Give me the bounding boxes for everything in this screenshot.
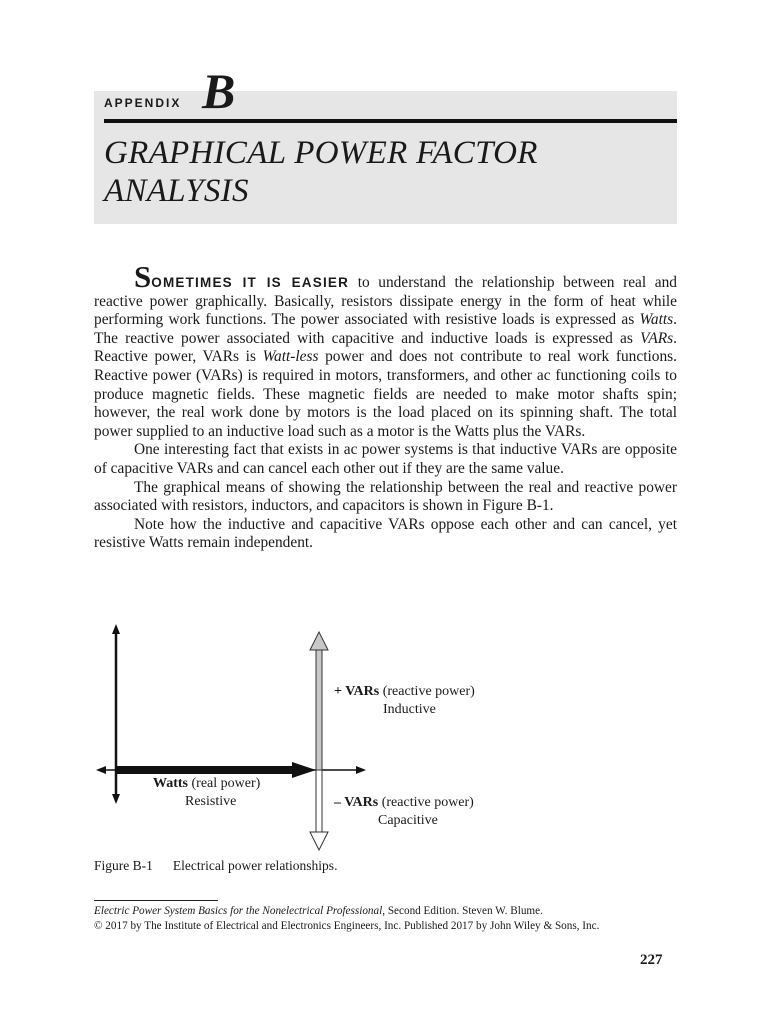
inductive-label: Inductive <box>383 702 436 717</box>
left-axis-top-arrowhead <box>112 624 120 634</box>
chapter-title-line1: GRAPHICAL POWER FACTOR <box>104 135 538 171</box>
left-axis-bottom-arrowhead <box>112 794 120 804</box>
negative-vars-description: (reactive power) <box>378 795 474 810</box>
power-relationship-diagram <box>94 620 394 860</box>
capacitive-label: Capacitive <box>378 813 438 828</box>
footnote <box>94 904 694 934</box>
figure-caption-text: Electrical power relationships. <box>172 858 338 873</box>
inductive-vars-vector-shaft <box>316 648 322 770</box>
watts-vector-shaft <box>116 766 296 774</box>
chapter-title <box>104 134 664 210</box>
paragraph-2: One interesting fact that exists in ac power systems is that inductive VARs are opposite of capacitive VARs and can cancel each other out if they are the same value. <box>94 441 677 477</box>
footnote-line-1 <box>94 904 694 919</box>
term-watt-less: Watt-less <box>262 348 319 366</box>
watts-vector-arrowhead <box>292 762 316 778</box>
page-number: 227 <box>640 952 663 968</box>
capacitive-vars-arrowhead <box>310 832 328 850</box>
paragraph-1-text-b: . The reactive power associated with capacitive and inductive loads is expressed as <box>94 311 677 347</box>
paragraph-1-text-a: to understand the relationship between real and reactive power graphically. Basically, resistors dissipate energy in the form of heat while performing work functions. The power associated with resistive loads is expressed as <box>94 274 677 329</box>
footnote-rule <box>94 900 218 901</box>
positive-vars-label <box>334 684 475 700</box>
negative-vars-label <box>334 795 474 811</box>
paragraph-3: The graphical means of showing the relationship between the real and reactive power associated with resistors, inductors, and capacitors is shown in Figure B-1. <box>94 478 677 515</box>
header-rule <box>104 119 677 123</box>
horizontal-axis-left-arrowhead <box>96 766 106 774</box>
inductive-vars-arrowhead <box>310 632 328 650</box>
figure-b1 <box>94 620 475 860</box>
appendix-label: APPENDIX <box>104 96 182 110</box>
paragraph-1-text-d: power and does not contribute to real work functions. Reactive power (VARs) is required in motors, transformers, and other ac functioning coils to produce magnetic fields. These magnetic fields are needed to make motor shafts spin; however, the real work done by motors is the load placed on its spinning shaft. The total power supplied to an inductive load such as a motor is the Watts plus the VARs. <box>94 348 677 440</box>
horizontal-axis-right-arrowhead <box>356 766 366 774</box>
chapter-title-line2: ANALYSIS <box>104 173 249 209</box>
paragraph-1 <box>94 259 677 441</box>
body-text <box>94 259 677 553</box>
term-vars: VARs <box>640 329 674 347</box>
appendix-letter: B <box>202 63 236 119</box>
watts-term: Watts <box>153 776 188 791</box>
paragraph-1-text-c: . Reactive power, VARs is <box>94 329 677 366</box>
positive-vars-term: + VARs <box>334 684 380 699</box>
figure-caption-number: Figure B-1 <box>94 858 153 873</box>
positive-vars-description: (reactive power) <box>379 684 475 699</box>
negative-vars-term: – VARs <box>334 795 379 810</box>
footnote-line-2: © 2017 by The Institute of Electrical and Electronics Engineers, Inc. Published 2017 by John Wiley & Sons, Inc. <box>94 920 600 932</box>
watts-description: (real power) <box>188 776 261 791</box>
watts-label <box>153 776 260 792</box>
book-title: Electric Power System Basics for the Nonelectrical Professional <box>94 905 383 917</box>
term-watts: Watts <box>639 311 674 329</box>
footnote-edition: , Second Edition. Steven W. Blume. <box>382 905 543 917</box>
lead-in: OMETIMES IT IS EASIER <box>151 275 350 290</box>
figure-caption <box>94 858 337 874</box>
capacitive-vars-vector-shaft <box>316 770 322 834</box>
resistive-label: Resistive <box>185 794 237 809</box>
paragraph-4: Note how the inductive and capacitive VARs oppose each other and can cancel, yet resistive Watts remain independent. <box>94 515 677 552</box>
dropcap: S <box>134 259 152 294</box>
